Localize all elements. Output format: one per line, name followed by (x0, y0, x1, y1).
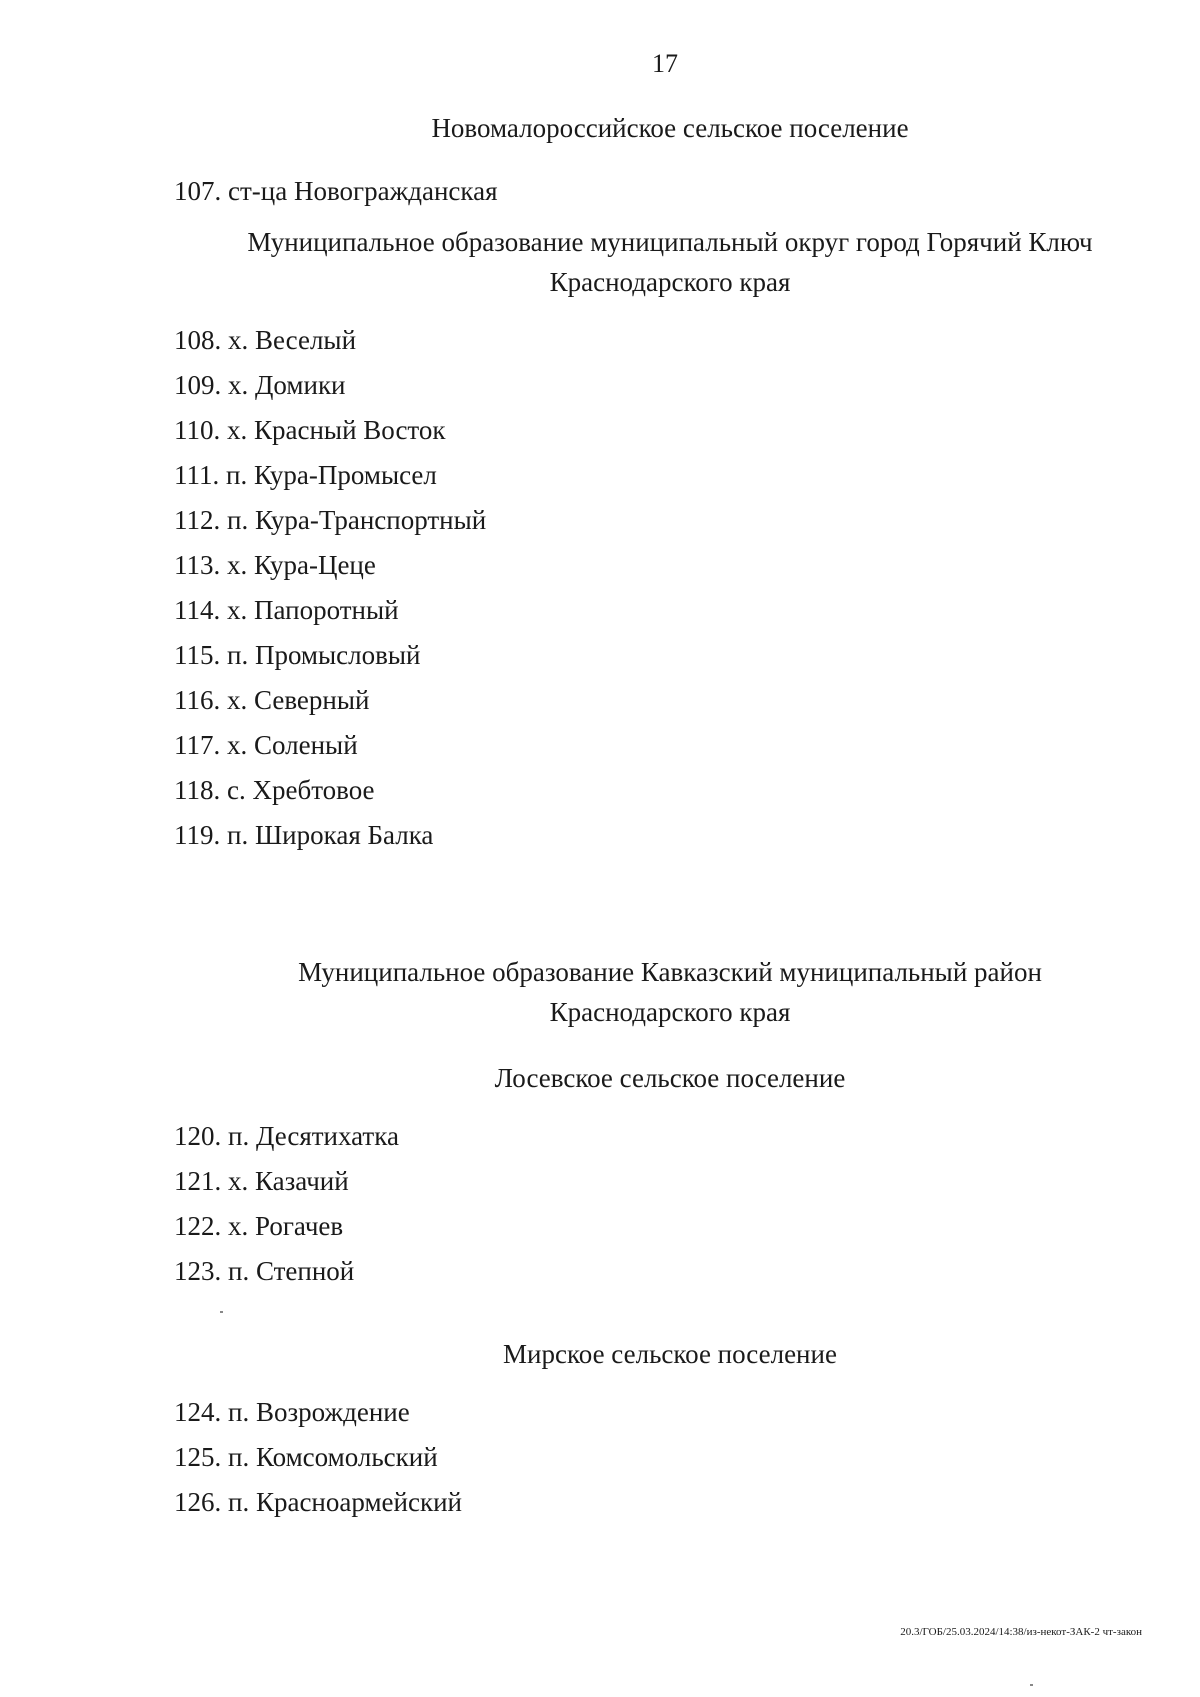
scan-speck (220, 1311, 223, 1313)
list-item: 126. п. Красноармейский (174, 1487, 462, 1517)
list-item: 121. х. Казачий (174, 1166, 349, 1196)
list-item: 108. х. Веселый (174, 325, 357, 355)
list-item: 112. п. Кура-Транспортный (174, 505, 487, 535)
scan-speck (1030, 1684, 1033, 1686)
settlement-heading-mirskoe: Мирское сельское поселение (503, 1339, 837, 1369)
page-number: 17 (652, 49, 678, 78)
list-item: 120. п. Десятихатка (174, 1121, 399, 1151)
list-item: 113. х. Кура-Цеце (174, 550, 376, 580)
list-item: 107. ст-ца Новогражданская (174, 176, 498, 206)
list-item: 125. п. Комсомольский (174, 1442, 438, 1472)
list-item: 122. х. Рогачев (174, 1211, 344, 1241)
municipality-heading-kavkazsky-region: Краснодарского края (549, 997, 791, 1027)
municipality-heading-goryachy-klyuch: Муниципальное образование муниципальный округ город Горячий Ключ (247, 227, 1093, 257)
list-item: 109. х. Домики (174, 370, 346, 400)
municipality-heading-goryachy-klyuch-region: Краснодарского края (549, 267, 791, 297)
list-item: 118. с. Хребтовое (174, 775, 375, 805)
list-item: 110. х. Красный Восток (174, 415, 446, 445)
document-footer-code: 20.3/ГОБ/25.03.2024/14:38/из-некот-ЗАК-2 чт-закон (900, 1626, 1142, 1638)
list-item: 124. п. Возрождение (174, 1397, 410, 1427)
settlement-heading-novomalorossiyskoe: Новомалороссийское сельское поселение (431, 113, 909, 143)
list-item: 117. х. Соленый (174, 730, 358, 760)
list-item: 116. х. Северный (174, 685, 370, 715)
list-item: 119. п. Широкая Балка (174, 820, 434, 850)
list-item: 123. п. Степной (174, 1256, 355, 1286)
municipality-heading-kavkazsky: Муниципальное образование Кавказский муниципальный район (298, 957, 1042, 987)
list-item: 111. п. Кура-Промысел (174, 460, 437, 490)
list-item: 114. х. Папоротный (174, 595, 399, 625)
list-item: 115. п. Промысловый (174, 640, 421, 670)
settlement-heading-losevskoe: Лосевское сельское поселение (494, 1063, 846, 1093)
